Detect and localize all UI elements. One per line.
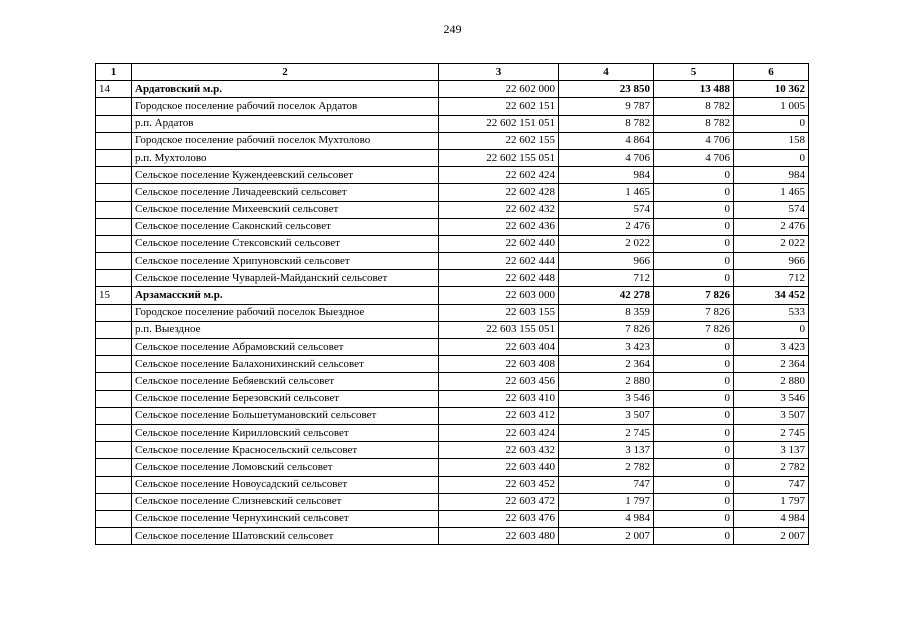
oktmo-code: 22 603 410	[439, 390, 559, 407]
value-col-6: 747	[734, 476, 809, 493]
value-col-4: 3 423	[559, 339, 654, 356]
oktmo-code: 22 602 444	[439, 253, 559, 270]
value-col-4: 2 007	[559, 528, 654, 545]
table-row	[96, 304, 809, 321]
value-col-5: 0	[654, 510, 734, 527]
oktmo-code: 22 603 408	[439, 356, 559, 373]
row-number	[96, 149, 132, 166]
row-number	[96, 459, 132, 476]
table-row	[96, 493, 809, 510]
oktmo-code: 22 603 432	[439, 442, 559, 459]
row-number	[96, 528, 132, 545]
table-header-row	[96, 64, 809, 81]
table-row	[96, 373, 809, 390]
oktmo-code: 22 603 472	[439, 493, 559, 510]
header-col-6: 6	[734, 64, 809, 81]
value-col-4: 3 546	[559, 390, 654, 407]
value-col-6: 712	[734, 270, 809, 287]
row-number	[96, 424, 132, 441]
table-row	[96, 253, 809, 270]
settlement-name: Сельское поселение Абрамовский сельсовет	[132, 339, 439, 356]
settlement-name: Городское поселение рабочий поселок Ардатов	[132, 98, 439, 115]
settlement-name: Сельское поселение Стексовский сельсовет	[132, 235, 439, 252]
value-col-4: 8 782	[559, 115, 654, 132]
table-row	[96, 459, 809, 476]
settlement-name: Сельское поселение Кирилловский сельсовет	[132, 424, 439, 441]
value-col-4: 9 787	[559, 98, 654, 115]
value-col-5: 0	[654, 407, 734, 424]
settlement-name: Сельское поселение Балахонихинский сельсовет	[132, 356, 439, 373]
table-row	[96, 510, 809, 527]
value-col-6: 3 507	[734, 407, 809, 424]
value-col-5: 8 782	[654, 98, 734, 115]
value-col-4: 42 278	[559, 287, 654, 304]
row-number	[96, 321, 132, 338]
table-row	[96, 321, 809, 338]
value-col-5: 0	[654, 270, 734, 287]
table-row	[96, 115, 809, 132]
table-row	[96, 390, 809, 407]
row-number	[96, 98, 132, 115]
settlement-name: р.п. Мухтолово	[132, 149, 439, 166]
value-col-4: 3 507	[559, 407, 654, 424]
value-col-5: 4 706	[654, 132, 734, 149]
row-number	[96, 201, 132, 218]
value-col-6: 3 546	[734, 390, 809, 407]
value-col-4: 966	[559, 253, 654, 270]
district-row	[96, 81, 809, 98]
value-col-5: 0	[654, 424, 734, 441]
value-col-6: 0	[734, 149, 809, 166]
value-col-4: 574	[559, 201, 654, 218]
value-col-4: 7 826	[559, 321, 654, 338]
oktmo-code: 22 602 432	[439, 201, 559, 218]
value-col-4: 2 745	[559, 424, 654, 441]
oktmo-code: 22 603 412	[439, 407, 559, 424]
value-col-5: 0	[654, 493, 734, 510]
value-col-6: 4 984	[734, 510, 809, 527]
oktmo-code: 22 603 440	[439, 459, 559, 476]
row-number	[96, 235, 132, 252]
settlement-name: Сельское поселение Ломовский сельсовет	[132, 459, 439, 476]
oktmo-code: 22 603 452	[439, 476, 559, 493]
value-col-4: 8 359	[559, 304, 654, 321]
oktmo-code: 22 603 424	[439, 424, 559, 441]
row-number	[96, 510, 132, 527]
oktmo-code: 22 603 404	[439, 339, 559, 356]
value-col-5: 7 826	[654, 287, 734, 304]
row-number	[96, 184, 132, 201]
value-col-4: 23 850	[559, 81, 654, 98]
row-number	[96, 356, 132, 373]
value-col-4: 984	[559, 167, 654, 184]
table-row	[96, 270, 809, 287]
settlement-name: Сельское поселение Слизневский сельсовет	[132, 493, 439, 510]
table-row	[96, 149, 809, 166]
oktmo-code: 22 603 480	[439, 528, 559, 545]
row-number: 14	[96, 81, 132, 98]
settlement-name: Сельское поселение Михеевский сельсовет	[132, 201, 439, 218]
oktmo-code: 22 602 448	[439, 270, 559, 287]
value-col-6: 533	[734, 304, 809, 321]
value-col-4: 2 476	[559, 218, 654, 235]
settlement-name: Арзамасский м.р.	[132, 287, 439, 304]
oktmo-code: 22 602 440	[439, 235, 559, 252]
value-col-5: 0	[654, 235, 734, 252]
value-col-6: 574	[734, 201, 809, 218]
settlement-name: Сельское поселение Чуварлей-Майданский сельсовет	[132, 270, 439, 287]
oktmo-code: 22 602 155 051	[439, 149, 559, 166]
value-col-6: 3 423	[734, 339, 809, 356]
value-col-5: 0	[654, 201, 734, 218]
value-col-5: 13 488	[654, 81, 734, 98]
row-number	[96, 476, 132, 493]
value-col-4: 712	[559, 270, 654, 287]
value-col-5: 0	[654, 339, 734, 356]
row-number	[96, 115, 132, 132]
value-col-6: 10 362	[734, 81, 809, 98]
district-row	[96, 287, 809, 304]
page-number: 249	[443, 22, 462, 36]
table-row	[96, 424, 809, 441]
value-col-5: 0	[654, 442, 734, 459]
value-col-6: 1 797	[734, 493, 809, 510]
header-col-5: 5	[654, 64, 734, 81]
value-col-5: 0	[654, 476, 734, 493]
value-col-6: 2 007	[734, 528, 809, 545]
row-number	[96, 167, 132, 184]
table-row	[96, 528, 809, 545]
row-number	[96, 253, 132, 270]
value-col-6: 2 880	[734, 373, 809, 390]
value-col-5: 0	[654, 528, 734, 545]
oktmo-code: 22 602 436	[439, 218, 559, 235]
value-col-4: 2 880	[559, 373, 654, 390]
table-row	[96, 98, 809, 115]
value-col-6: 2 745	[734, 424, 809, 441]
table-row	[96, 132, 809, 149]
value-col-5: 0	[654, 184, 734, 201]
table-row	[96, 442, 809, 459]
value-col-4: 4 864	[559, 132, 654, 149]
row-number	[96, 218, 132, 235]
value-col-6: 2 782	[734, 459, 809, 476]
value-col-4: 4 984	[559, 510, 654, 527]
settlement-name: Сельское поселение Саконский сельсовет	[132, 218, 439, 235]
table-row	[96, 167, 809, 184]
row-number	[96, 442, 132, 459]
value-col-4: 3 137	[559, 442, 654, 459]
value-col-4: 1 797	[559, 493, 654, 510]
value-col-5: 8 782	[654, 115, 734, 132]
table-row	[96, 235, 809, 252]
table-row	[96, 184, 809, 201]
row-number	[96, 373, 132, 390]
settlement-name: Городское поселение рабочий поселок Выездное	[132, 304, 439, 321]
settlement-name: Сельское поселение Шатовский сельсовет	[132, 528, 439, 545]
oktmo-code: 22 602 424	[439, 167, 559, 184]
value-col-6: 2 364	[734, 356, 809, 373]
oktmo-code: 22 603 155	[439, 304, 559, 321]
value-col-6: 0	[734, 321, 809, 338]
row-number	[96, 339, 132, 356]
row-number	[96, 304, 132, 321]
value-col-6: 984	[734, 167, 809, 184]
row-number	[96, 407, 132, 424]
value-col-6: 3 137	[734, 442, 809, 459]
value-col-5: 0	[654, 373, 734, 390]
oktmo-code: 22 602 155	[439, 132, 559, 149]
oktmo-code: 22 602 428	[439, 184, 559, 201]
value-col-5: 0	[654, 167, 734, 184]
settlement-name: Сельское поселение Бебяевский сельсовет	[132, 373, 439, 390]
value-col-6: 1 005	[734, 98, 809, 115]
value-col-6: 34 452	[734, 287, 809, 304]
table-row	[96, 339, 809, 356]
row-number: 15	[96, 287, 132, 304]
table-row	[96, 356, 809, 373]
oktmo-code: 22 602 000	[439, 81, 559, 98]
value-col-4: 1 465	[559, 184, 654, 201]
value-col-4: 2 364	[559, 356, 654, 373]
row-number	[96, 493, 132, 510]
settlement-name: Сельское поселение Кужендеевский сельсовет	[132, 167, 439, 184]
oktmo-code: 22 602 151	[439, 98, 559, 115]
value-col-5: 7 826	[654, 321, 734, 338]
header-col-3: 3	[439, 64, 559, 81]
value-col-4: 2 782	[559, 459, 654, 476]
value-col-5: 4 706	[654, 149, 734, 166]
value-col-5: 0	[654, 356, 734, 373]
oktmo-code: 22 603 000	[439, 287, 559, 304]
oktmo-code: 22 603 155 051	[439, 321, 559, 338]
row-number	[96, 132, 132, 149]
row-number	[96, 270, 132, 287]
value-col-6: 2 476	[734, 218, 809, 235]
value-col-4: 2 022	[559, 235, 654, 252]
settlement-name: р.п. Ардатов	[132, 115, 439, 132]
table-row	[96, 201, 809, 218]
value-col-5: 0	[654, 390, 734, 407]
table-row	[96, 476, 809, 493]
settlement-name: Сельское поселение Березовский сельсовет	[132, 390, 439, 407]
settlement-name: Сельское поселение Хрипуновский сельсовет	[132, 253, 439, 270]
header-col-1: 1	[96, 64, 132, 81]
settlement-name: Сельское поселение Большетумановский сельсовет	[132, 407, 439, 424]
table-row	[96, 218, 809, 235]
value-col-6: 2 022	[734, 235, 809, 252]
value-col-6: 158	[734, 132, 809, 149]
value-col-5: 7 826	[654, 304, 734, 321]
settlement-name: Сельское поселение Новоусадский сельсовет	[132, 476, 439, 493]
row-number	[96, 390, 132, 407]
value-col-4: 747	[559, 476, 654, 493]
table-body	[96, 81, 809, 545]
oktmo-code: 22 603 476	[439, 510, 559, 527]
value-col-6: 1 465	[734, 184, 809, 201]
settlement-name: Сельское поселение Чернухинский сельсовет	[132, 510, 439, 527]
value-col-6: 0	[734, 115, 809, 132]
header-col-2: 2	[132, 64, 439, 81]
oktmo-code: 22 603 456	[439, 373, 559, 390]
value-col-5: 0	[654, 253, 734, 270]
value-col-5: 0	[654, 459, 734, 476]
settlement-name: Сельское поселение Личадеевский сельсовет	[132, 184, 439, 201]
settlements-table	[95, 63, 809, 545]
value-col-6: 966	[734, 253, 809, 270]
header-col-4: 4	[559, 64, 654, 81]
settlement-name: Сельское поселение Красносельский сельсовет	[132, 442, 439, 459]
value-col-5: 0	[654, 218, 734, 235]
settlement-name: Городское поселение рабочий поселок Мухтолово	[132, 132, 439, 149]
value-col-4: 4 706	[559, 149, 654, 166]
oktmo-code: 22 602 151 051	[439, 115, 559, 132]
table-row	[96, 407, 809, 424]
settlement-name: р.п. Выездное	[132, 321, 439, 338]
settlement-name: Ардатовский м.р.	[132, 81, 439, 98]
